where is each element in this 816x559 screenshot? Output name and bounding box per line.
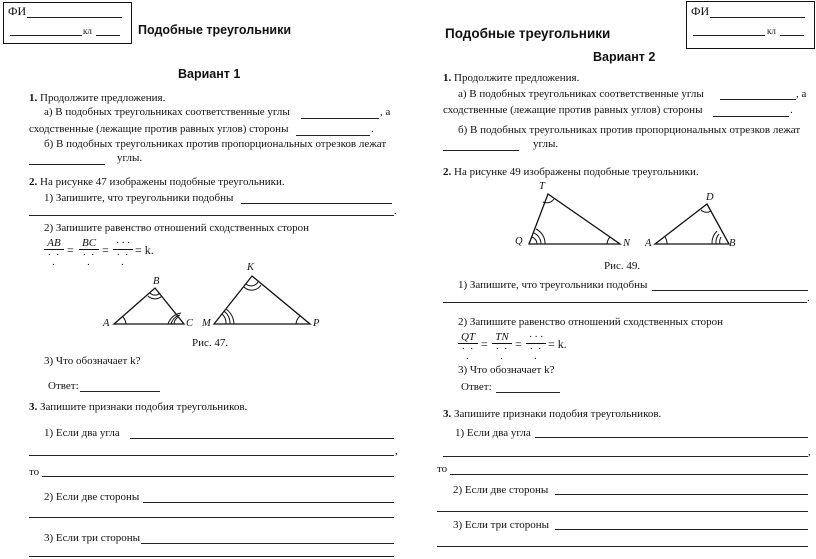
right-label-Q: Q bbox=[515, 236, 523, 247]
right-q2-p1: 1) Запишите, что треугольники подобны bbox=[458, 279, 648, 291]
left-q2 bbox=[29, 176, 285, 189]
right-frac-2-num: TN bbox=[492, 331, 512, 344]
left-q1-a-line2: сходственные (лежащие против равных углов) стороны bbox=[29, 123, 289, 135]
left-kl-label: кл bbox=[83, 26, 92, 36]
right-q1-a-line2: сходственные (лежащие против равных углов) стороны bbox=[443, 104, 703, 116]
left-q2-p1-end: . bbox=[394, 205, 397, 217]
left-q3-to: то bbox=[29, 466, 40, 478]
left-label-M: M bbox=[202, 318, 211, 329]
left-q3 bbox=[29, 401, 247, 414]
left-frac-1-den[interactable]: · · · bbox=[47, 249, 61, 271]
right-variant: Вариант 2 bbox=[593, 50, 656, 64]
left-label-C: C bbox=[186, 318, 194, 329]
left-q1-a-line1: а) В подобных треугольниках соответственные углы bbox=[44, 106, 290, 118]
left-eq-1: = bbox=[67, 243, 74, 257]
left-q3-c2: 2) Если две стороны bbox=[44, 491, 140, 503]
right-q3-num: 3. bbox=[443, 408, 452, 420]
right-class-line-1[interactable] bbox=[693, 35, 765, 36]
left-class-line-2[interactable] bbox=[96, 35, 120, 36]
left-q1-a-end: , а bbox=[380, 106, 391, 118]
right-eq-1: = bbox=[481, 337, 488, 351]
right-q2-p1-blank[interactable] bbox=[652, 290, 808, 291]
right-q3-to-blank[interactable] bbox=[450, 474, 808, 475]
right-q3-comma: , bbox=[808, 446, 811, 458]
left-q1 bbox=[29, 92, 165, 105]
right-q1-b-blank[interactable] bbox=[443, 150, 519, 151]
left-label-B: B bbox=[153, 276, 160, 287]
right-fi-label: ФИ bbox=[691, 4, 710, 18]
right-class-line-2[interactable] bbox=[780, 35, 804, 36]
left-frac-3-den[interactable]: · · · bbox=[116, 249, 130, 271]
left-q1-b-line1: б) В подобных треугольниках против пропорциональных отрезков лежат bbox=[44, 138, 387, 150]
right-frac-3-num[interactable]: · · · bbox=[526, 331, 546, 344]
left-frac-2-num: BC bbox=[79, 237, 99, 250]
right-fi-line[interactable] bbox=[710, 17, 805, 18]
right-q2-text: На рисунке 49 изображены подобные треугольники. bbox=[454, 166, 699, 178]
left-caption-47: Рис. 47. bbox=[192, 337, 229, 349]
left-frac-2 bbox=[79, 237, 99, 270]
right-q2 bbox=[443, 166, 699, 179]
left-q3-text: Запишите признаки подобия треугольников. bbox=[40, 401, 248, 413]
left-q3-num: 3. bbox=[29, 401, 38, 413]
right-q3-c3-blank2[interactable] bbox=[437, 546, 808, 547]
left-q1-text: Продолжите предложения. bbox=[40, 92, 166, 104]
right-frac-3 bbox=[526, 331, 546, 364]
right-q3-c3-blank[interactable] bbox=[555, 529, 808, 530]
left-q2-p1: 1) Запишите, что треугольники подобны bbox=[44, 192, 234, 204]
right-q3-c2-blank2[interactable] bbox=[437, 511, 808, 512]
left-q3-c2-blank2[interactable] bbox=[29, 517, 394, 518]
right-frac-1-den[interactable]: · · · bbox=[461, 343, 475, 365]
right-q2-p2: 2) Запишите равенство отношений сходственных сторон bbox=[458, 316, 724, 328]
left-q3-comma: , bbox=[395, 445, 398, 457]
right-q3-c1-blank2[interactable] bbox=[443, 456, 808, 457]
left-answer-label: Ответ: bbox=[48, 380, 79, 392]
right-eq-2: = bbox=[515, 337, 522, 351]
right-q3-c2-blank[interactable] bbox=[555, 494, 808, 495]
right-q3-c1: 1) Если два угла bbox=[455, 427, 531, 439]
right-answer-label: Ответ: bbox=[461, 381, 492, 393]
right-q1-num: 1. bbox=[443, 72, 452, 84]
left-frac-1 bbox=[44, 237, 64, 270]
left-q1-b-blank[interactable] bbox=[29, 164, 105, 165]
left-answer-blank[interactable] bbox=[80, 391, 160, 392]
right-q2-p1-end: . bbox=[807, 292, 810, 304]
left-q3-c2-blank[interactable] bbox=[143, 502, 394, 503]
right-caption-49: Рис. 49. bbox=[604, 260, 641, 272]
right-frac-3-den[interactable]: · · · bbox=[529, 343, 543, 365]
right-q1 bbox=[443, 72, 579, 85]
right-label-D: D bbox=[706, 192, 714, 203]
right-title: Подобные треугольники bbox=[445, 26, 611, 41]
left-frac-3-num[interactable]: · · · bbox=[113, 237, 133, 250]
right-q2-p1-blank2[interactable] bbox=[443, 302, 807, 303]
left-eq-2: = bbox=[102, 243, 109, 257]
left-q3-c3-blank[interactable] bbox=[141, 543, 394, 544]
right-kl-label: кл bbox=[767, 26, 776, 36]
right-q1-text: Продолжите предложения. bbox=[454, 72, 580, 84]
right-q1-b-line2: углы. bbox=[533, 138, 559, 150]
left-title: Подобные треугольники bbox=[138, 23, 292, 37]
right-q1-a-end: , а bbox=[796, 88, 807, 100]
left-fi-label: ФИ bbox=[8, 4, 27, 18]
left-q3-c1: 1) Если два угла bbox=[44, 427, 120, 439]
left-q1-a2-end: . bbox=[371, 123, 374, 135]
right-q2-num: 2. bbox=[443, 166, 452, 178]
left-q3-c1-blank[interactable] bbox=[130, 438, 394, 439]
right-q3-text: Запишите признаки подобия треугольников. bbox=[454, 408, 662, 420]
right-label-B: B bbox=[729, 238, 736, 249]
right-frac-1-num: QT bbox=[458, 331, 478, 344]
left-q2-num: 2. bbox=[29, 176, 38, 188]
left-fi-line[interactable] bbox=[27, 17, 122, 18]
right-label-N: N bbox=[623, 238, 631, 249]
left-q1-b-line2: углы. bbox=[117, 152, 143, 164]
left-q1-num: 1. bbox=[29, 92, 38, 104]
left-label-A: A bbox=[103, 318, 110, 329]
right-q3-c3: 3) Если три стороны bbox=[453, 519, 550, 531]
left-q2-p1-blank2[interactable] bbox=[29, 215, 394, 216]
triangle-qtn bbox=[529, 194, 620, 244]
right-q1-a2-end: . bbox=[790, 104, 793, 116]
left-q3-c3-blank2[interactable] bbox=[29, 556, 394, 557]
left-q2-p1-blank[interactable] bbox=[241, 203, 392, 204]
left-q1-a-blank1[interactable] bbox=[301, 118, 379, 119]
left-frac-1-num: AB bbox=[44, 237, 64, 250]
right-frac-2 bbox=[492, 331, 512, 364]
left-q3-c3: 3) Если три стороны bbox=[44, 532, 141, 544]
right-q1-b-line1: б) В подобных треугольниках против пропорциональных отрезков лежат bbox=[458, 124, 801, 136]
right-label-A: A bbox=[645, 238, 652, 249]
left-q2-p2: 2) Запишите равенство отношений сходственных сторон bbox=[44, 222, 310, 234]
left-class-line-1[interactable] bbox=[10, 35, 82, 36]
right-label-T: T bbox=[539, 181, 545, 192]
left-q3-to-blank[interactable] bbox=[42, 476, 394, 477]
right-q1-a-line1: а) В подобных треугольниках соответственные углы bbox=[458, 88, 704, 100]
left-q1-a-blank2[interactable] bbox=[296, 135, 370, 136]
right-answer-blank[interactable] bbox=[496, 392, 560, 393]
left-frac-2-den[interactable]: · · · bbox=[82, 249, 96, 271]
right-q3-c2: 2) Если две стороны bbox=[453, 484, 549, 496]
right-frac-1 bbox=[458, 331, 478, 364]
right-q2-p3: 3) Что обозначает k? bbox=[458, 364, 555, 376]
right-q3-to: то bbox=[437, 463, 448, 475]
left-label-P: P bbox=[313, 318, 320, 329]
right-q3 bbox=[443, 408, 661, 421]
left-q2-p3: 3) Что обозначает k? bbox=[44, 355, 141, 367]
right-q1-a-blank2[interactable] bbox=[713, 116, 789, 117]
right-q1-a-blank1[interactable] bbox=[720, 99, 796, 100]
left-label-K: K bbox=[247, 262, 255, 273]
right-figure-49 bbox=[515, 180, 755, 250]
left-eq-k: = k. bbox=[135, 243, 154, 257]
left-q3-c1-blank2[interactable] bbox=[29, 455, 394, 456]
left-variant: Вариант 1 bbox=[178, 67, 241, 81]
left-q2-text: На рисунке 47 изображены подобные треугольники. bbox=[40, 176, 285, 188]
right-eq-k: = k. bbox=[548, 337, 567, 351]
right-q3-c1-blank[interactable] bbox=[535, 437, 808, 438]
right-frac-2-den[interactable]: · · · bbox=[495, 343, 509, 365]
